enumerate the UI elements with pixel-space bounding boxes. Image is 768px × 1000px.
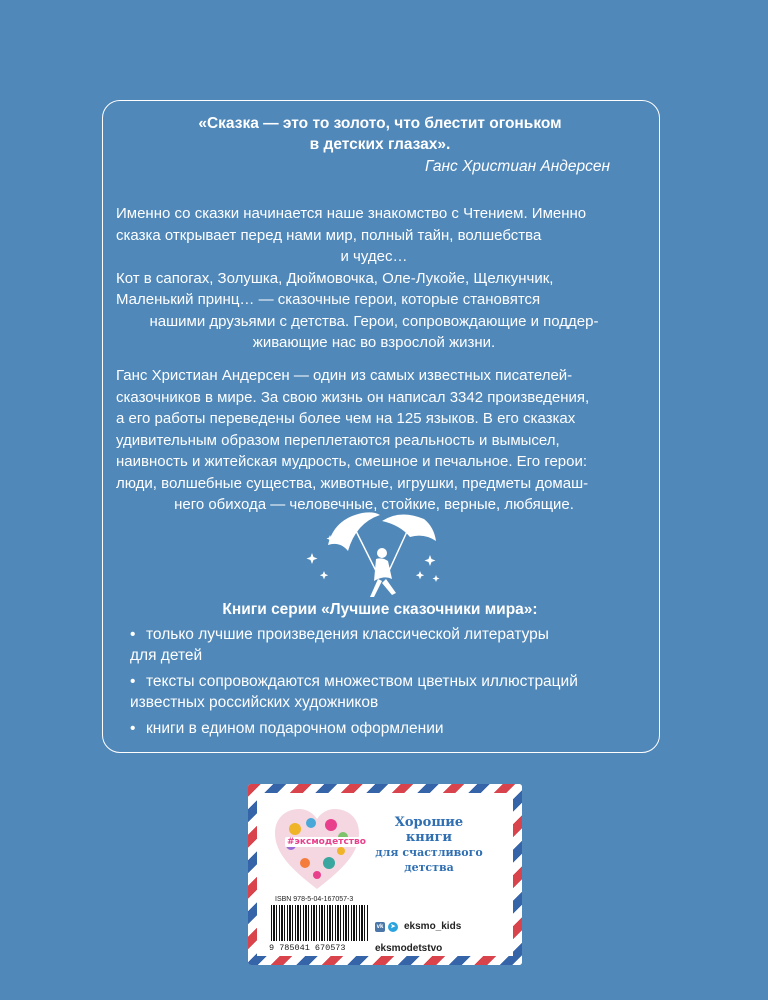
card-inner bbox=[257, 793, 513, 956]
paragraph-author bbox=[116, 365, 632, 516]
publisher-card bbox=[248, 784, 522, 965]
list-item bbox=[130, 624, 630, 666]
slogan-line: книги bbox=[405, 830, 453, 845]
text-line: удивительным образом переплетаются реальность и вымысел, bbox=[116, 431, 560, 449]
text-line: и чудес… bbox=[340, 248, 408, 265]
text-line: Ганс Христиан Андерсен — один из самых известных писателей- bbox=[116, 367, 573, 384]
hashtag-label: #эксмодетство bbox=[287, 837, 366, 847]
quote-author: Ганс Христиан Андерсен bbox=[424, 158, 610, 175]
series-bullet-list bbox=[130, 624, 630, 744]
text-line: нашими друзьями с детства. Герои, сопровождающие и поддер- bbox=[149, 312, 599, 330]
text-line: Маленький принц… — сказочные герои, которые становятся bbox=[116, 291, 541, 308]
slogan-line: детства bbox=[404, 861, 454, 874]
text-line: него обихода — человечные, стойкие, верные, любящие. bbox=[174, 496, 574, 513]
text-line: люди, волшебные существа, животные, игрушки, предметы домаш- bbox=[116, 474, 589, 492]
series-title: Книги серии «Лучшие сказочники мира»: bbox=[222, 601, 538, 618]
slogan-line: для счастливого bbox=[375, 846, 483, 859]
text-line: Кот в сапогах, Золушка, Дюймовочка, Оле-Лукойе, Щелкунчик, bbox=[116, 269, 554, 287]
list-item bbox=[130, 718, 630, 739]
text-line: а его работы переведены более чем на 125 языков. В его сказках bbox=[116, 410, 576, 427]
isbn: ISBN 978-5-04-167057-3 bbox=[275, 896, 354, 903]
quote bbox=[130, 113, 630, 155]
quote-line-2: в детских глазах». bbox=[309, 136, 451, 153]
bullet-text: только лучшие произведения классической литературы bbox=[146, 626, 549, 643]
site-handle[interactable]: eksmodetstvo bbox=[375, 943, 443, 954]
quote-line-1: «Сказка — это то золото, что блестит огоньком bbox=[198, 115, 562, 132]
vk-icon[interactable]: vk bbox=[376, 923, 384, 930]
bullet-text-cont: для детей bbox=[130, 647, 203, 664]
slogan bbox=[369, 815, 489, 875]
bullet-text: книги в едином подарочном оформлении bbox=[146, 720, 444, 737]
bullet-text: тексты сопровождаются множеством цветных иллюстраций bbox=[146, 673, 578, 690]
list-item bbox=[130, 671, 630, 713]
text-line: сказка открывает перед нами мир, полный тайн, волшебства bbox=[116, 226, 542, 244]
text-line: сказочников в мире. За свою жизнь он написал 3342 произведения, bbox=[116, 388, 590, 406]
social-handle[interactable]: eksmo_kids bbox=[404, 921, 462, 932]
text-line: живающие нас во взрослой жизни. bbox=[252, 334, 496, 351]
paragraph-intro bbox=[116, 203, 632, 354]
umbrella-girl-emblem-icon bbox=[300, 505, 450, 605]
bullet-text-cont: известных российских художников bbox=[130, 694, 379, 711]
slogan-line: Хорошие bbox=[394, 815, 464, 830]
text-line: наивность и житейская мудрость, смешное и печальное. Его герои: bbox=[116, 453, 588, 470]
barcode bbox=[271, 905, 369, 941]
heart-icon bbox=[271, 805, 363, 893]
barcode-number: 9 785041 670573 bbox=[269, 943, 346, 953]
telegram-icon[interactable]: ➤ bbox=[388, 922, 398, 932]
text-line: Именно со сказки начинается наше знакомство с Чтением. Именно bbox=[116, 205, 587, 222]
social-links bbox=[375, 921, 461, 932]
